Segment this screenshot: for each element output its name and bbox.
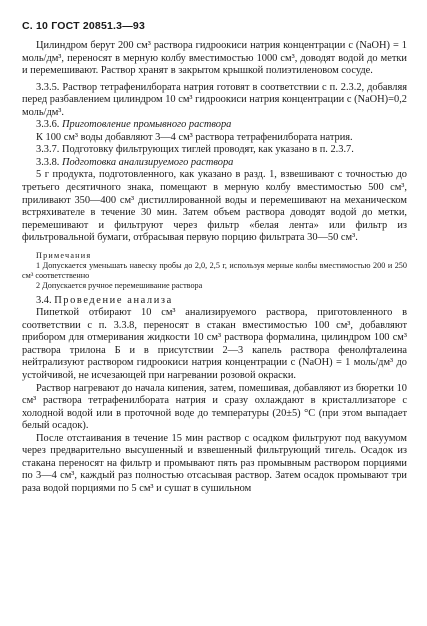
paragraph-3-3-7: 3.3.7. Подготовку фильтрующих тиглей проводят, как указано в п. 2.3.7.	[36, 144, 354, 156]
paragraph-analysis: Пипеткой отбирают 10 см³ анализируемого раствора, приготовленного в соответствии с п. 3.3.8, переносят в стакан вместимостью 100 см³, добавляют прибором для отмеривания жидкости 10 см³ раствора формалина, цилиндром 100 см³ раствора трилона Б и в присутствии 2—3 капель раствора фенолфталеина нейтрализуют раствором гидроокиси натрия концентрации с (NaOH) = 1 моль/дм³ до устойчивой, не исчезающей при нагревании розовой окраски.	[22, 307, 407, 382]
paragraph-3-3-5: 3.3.5. Раствор тетрафенилбората натрия готовят в соответствии с п. 2.3.2, добавляя перед разбавлением цилиндром 10 см³ гидроокиси натрия концентрации с (NaOH)=0,2 моль/дм³.	[22, 81, 407, 118]
section-title: Проведение анализа	[54, 294, 173, 306]
document-body	[22, 40, 407, 496]
heading-3-3-8	[22, 157, 407, 170]
section-number: 3.4.	[36, 294, 52, 306]
heading-3-3-6	[22, 119, 407, 132]
section-title: Приготовление промывного раствора	[62, 119, 232, 131]
section-title: Подготовка анализируемого раствора	[62, 156, 234, 168]
paragraph-heating: Раствор нагревают до начала кипения, затем, помешивая, добавляют из бюретки 10 см³ раствора тетрафенилбората натрия и сразу охлаждают в кристаллизаторе с холодной водой или в проточной воде до температуры (20±5) °С (при этом выпадает белый осадок).	[22, 382, 407, 432]
paragraph-filtration: После отстаивания в течение 15 мин раствор с осадком фильтруют под вакуумом через предварительно высушенный и взвешенный фильтрующий тигель. Осадок из стакана переносят на фильтр и промывают пять раз промывным раствором порциями по 3—4 см³, каждый раз полностью отсасывая раствор. Затем осадок промывают три раза водой порциями по 5 см³ и сушат в сушильном	[22, 432, 407, 494]
section-number: 3.3.8.	[36, 156, 60, 168]
paragraph-sample-prep: 5 г продукта, подготовленного, как указано в разд. 1, взвешивают с точностью до третьего десятичного знака, помещают в мерную колбу вместимостью 500 см³, приливают 350—400 см³ дистиллированной воды и перемешивают на механическом встряхивателе в течение 30 мин. Затем объем раствора доводят водой до метки, перемешивают и фильтруют через фильтр «белая лента» или фильтр из фильтровальной бумаги, отбрасывая первую порцию фильтрата 30—50 см³.	[22, 169, 407, 244]
paragraph-naoh-dilution: Цилиндром берут 200 см³ раствора гидроокиси натрия концентрации с (NaOH) = 1 моль/дм³, переносят в мерную колбу вместимостью 1000 см³, доводят водой до метки и перемешивают. Раствор хранят в закрытом крышкой полиэтиленовом сосуде.	[22, 40, 407, 77]
notes-title: Примечания	[36, 250, 92, 260]
heading-3-4	[22, 295, 407, 308]
note-2: 2 Допускается ручное перемешивание раствора	[36, 280, 203, 290]
section-number: 3.3.6.	[36, 119, 60, 131]
note-1: 1 Допускается уменьшать навеску пробы до 2,0, 2,5 г, используя мерные колбы вместимостью 200 и 250 см³ соответственно	[22, 260, 407, 280]
paragraph-wash-solution: К 100 см³ воды добавляют 3—4 см³ раствора тетрафенилбората натрия.	[36, 131, 353, 143]
page-header: С. 10 ГОСТ 20851.3—93	[22, 20, 145, 32]
notes-block	[22, 251, 407, 291]
